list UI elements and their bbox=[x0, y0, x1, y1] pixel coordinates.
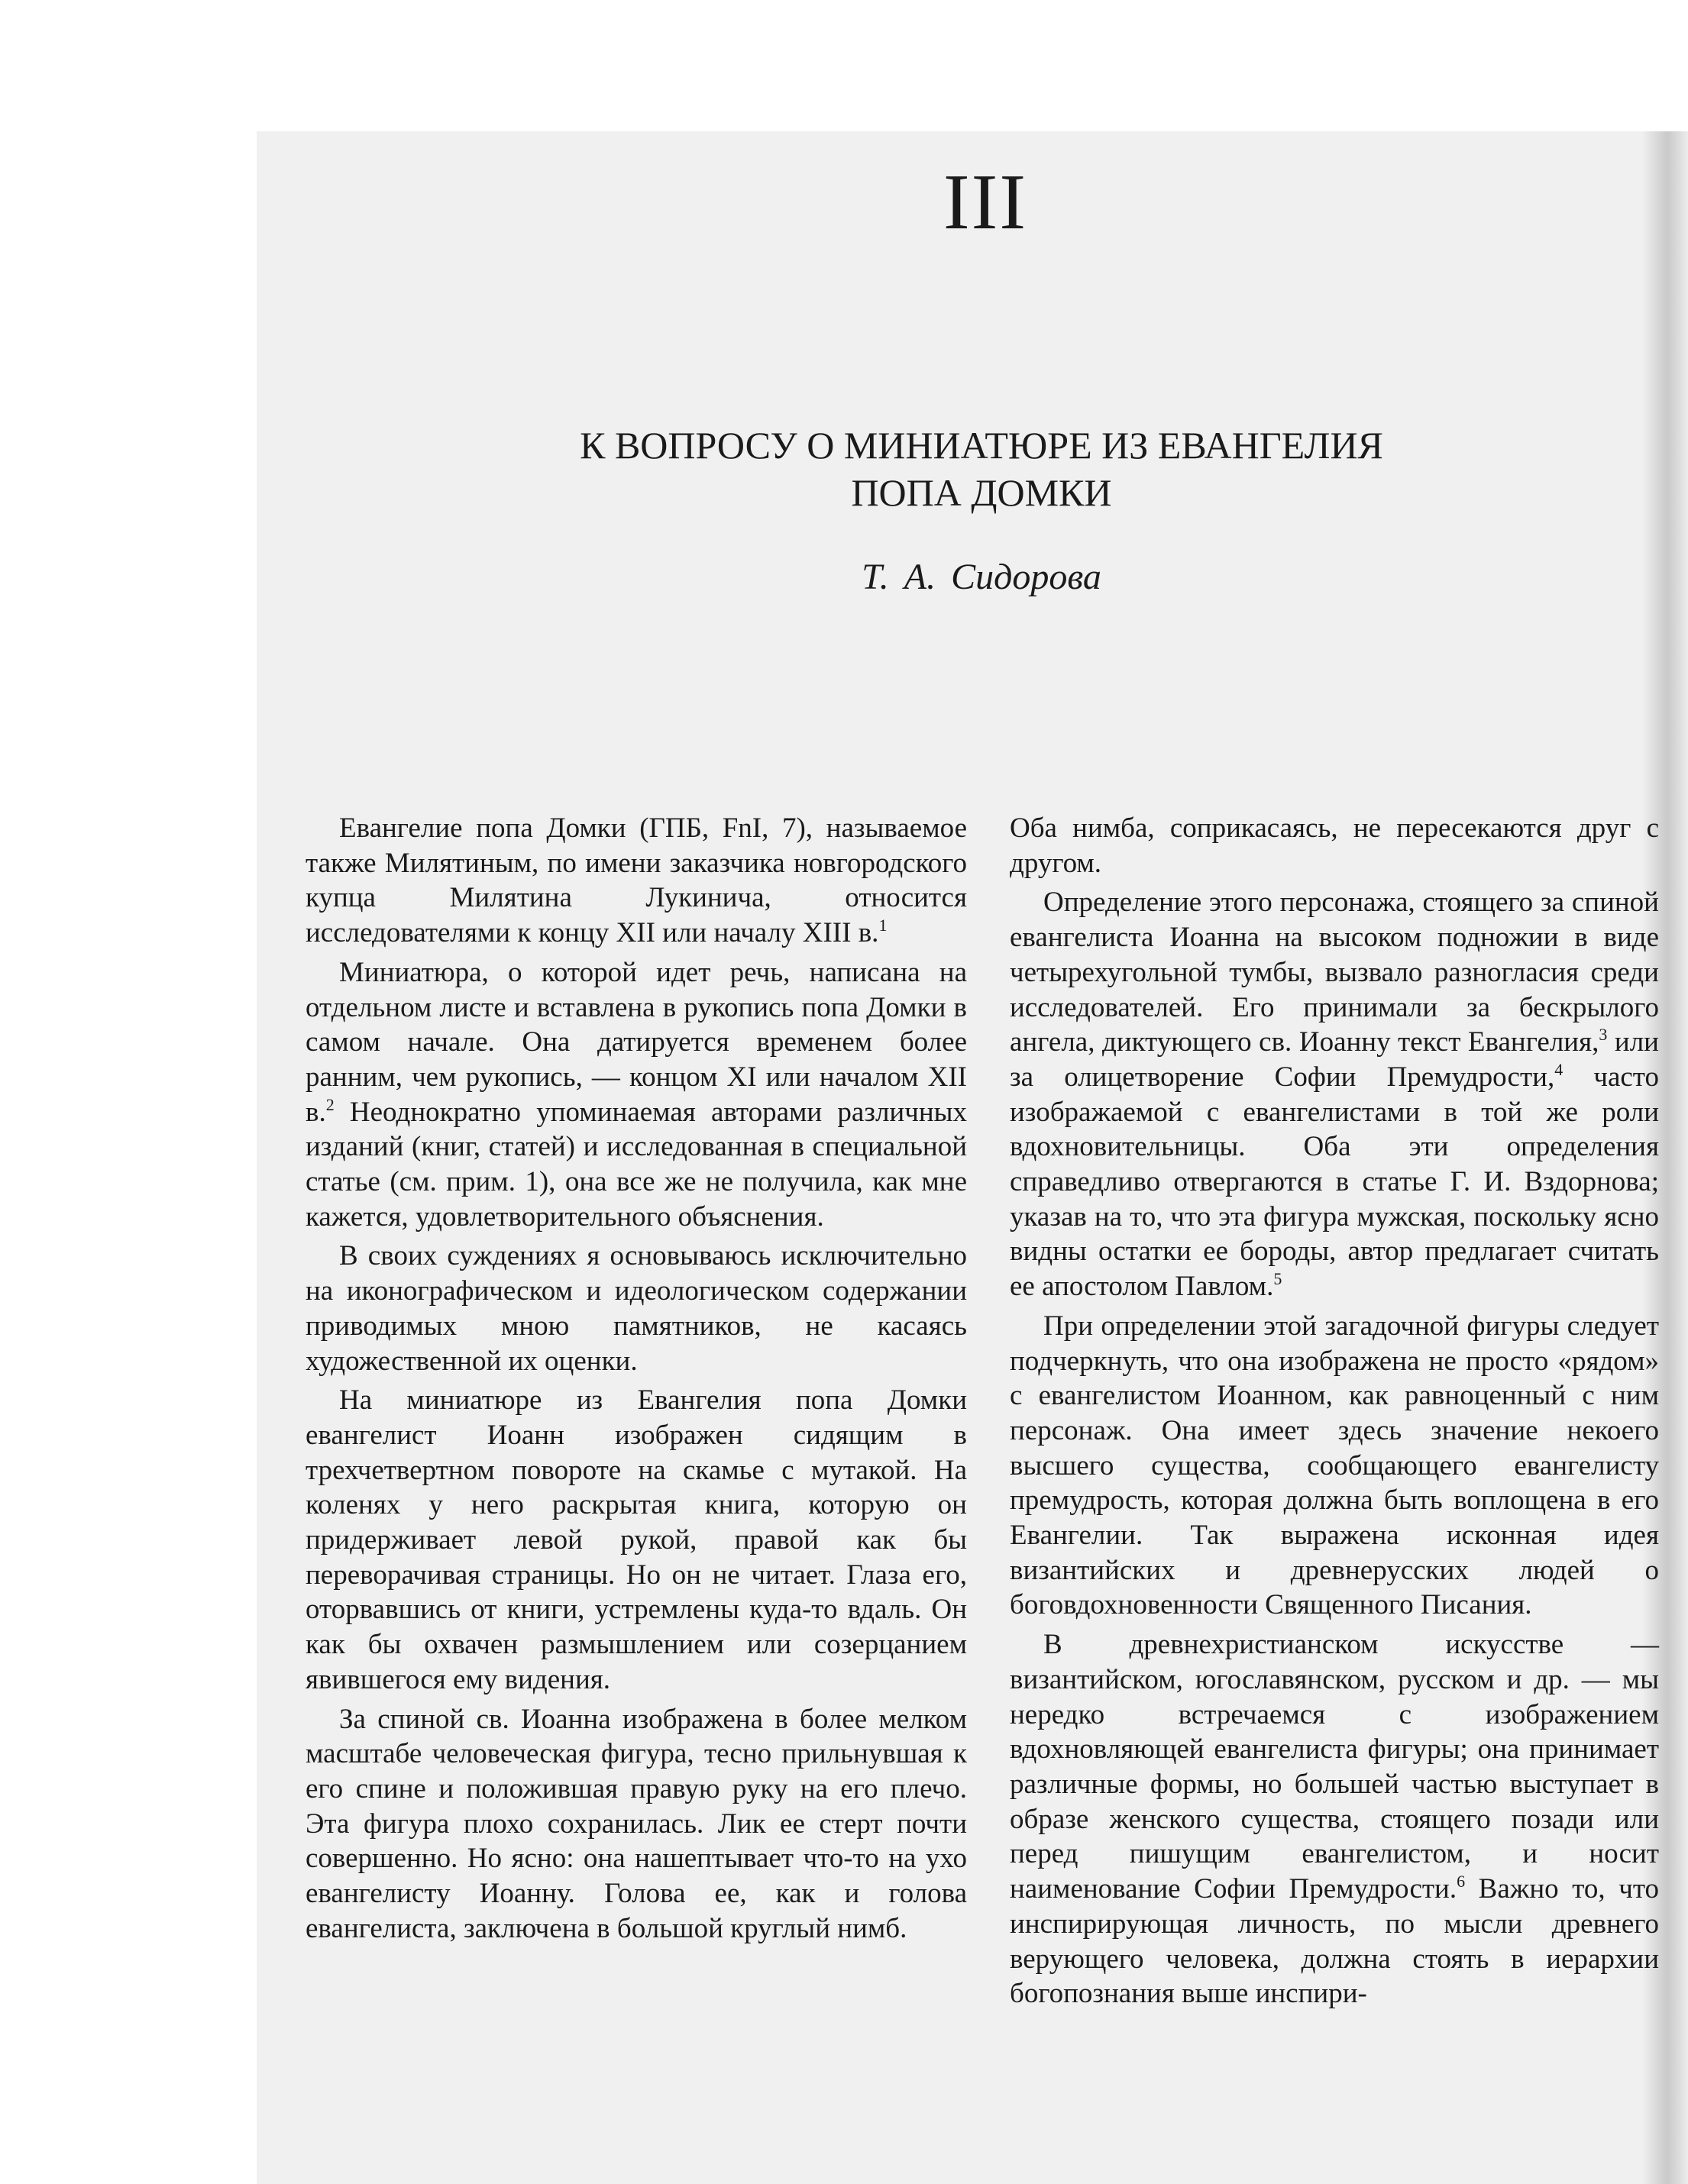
title-line-2: ПОПА ДОМКИ bbox=[851, 471, 1112, 514]
paragraph-text: В древнехристианском искусстве — византийском, югославянском, русском и др. — мы нередко встречаемся с изображением вдохновляющей евангелиста фигуры; она принимает различные формы, но большей частью выступает в образе женского существа, стоящего позади или перед пишущим евангелистом, и носит наименование Софии Премудрости. bbox=[1010, 1629, 1659, 1905]
paragraph-text: Неоднократно упоминаемая авторами различных изданий (книг, статей) и исследованная в специальной статье (см. прим. 1), она все же не получила, как мне кажется, удовлетворительного объяснения. bbox=[306, 1096, 967, 1233]
paragraph bbox=[306, 955, 967, 1235]
title-line-1: К ВОПРОСУ О МИНИАТЮРЕ ИЗ ЕВАНГЕЛИЯ bbox=[580, 424, 1383, 467]
paragraph bbox=[1010, 885, 1659, 1304]
chapter-number: III bbox=[943, 158, 1027, 246]
paragraph-text: Определение этого персонажа, стоящего за спиной евангелиста Иоанна на высоком подножии в виде четырехугольной тумбы, вызвало разногласия среди исследователей. Его принимали за бескрылого ангела, диктующего св. Иоанну текст Евангелия, bbox=[1010, 887, 1659, 1058]
footnote-ref[interactable]: 4 bbox=[1554, 1059, 1564, 1079]
paragraph: На миниатюре из Евангелия попа Домки евангелист Иоанн изображен сидящим в трехчетвертном повороте на скамье с мутакой. На коленях у него раскрытая книга, которую он придерживает левой рукой, правой как бы переворачивая страницы. Но он не читает. Глаза его, оторвавшись от книги, устремлены куда-то вдаль. Он как бы охвачен размышлением или созерцанием явившегося ему видения. bbox=[306, 1384, 967, 1695]
paragraph-text: Евангелие попа Домки (ГПБ, FnI, 7), называемое также Милятиным, по имени заказчика новгородского купца Милятина Лукинича, относится исследователями к концу XII или началу XIII в. bbox=[306, 813, 967, 949]
right-text-column bbox=[1010, 811, 1659, 2011]
paragraph: При определении этой загадочной фигуры следует подчеркнуть, что она изображена не просто «рядом» с евангелистом Иоанном, как равноценный с ним персонаж. Она имеет здесь значение некоего высшего существа, сообщающего евангелисту премудрость, которая должна быть воплощена в его Евангелии. Так выражена исконная идея византийских и древнерусских людей о боговдохновенности Священного Писания. bbox=[1010, 1310, 1659, 1621]
paragraph-text: Важно то, что инспирирующая личность, по мысли древнего верующего человека, должна стоять в иерархии богопознания выше инспири- bbox=[1010, 1873, 1660, 2010]
footnote-ref[interactable]: 2 bbox=[325, 1094, 335, 1114]
paragraph: Оба нимба, соприкасаясь, не пересекаются друг с другом. bbox=[1010, 813, 1659, 879]
article-title bbox=[428, 422, 1535, 516]
footnote-ref[interactable]: 3 bbox=[1599, 1025, 1608, 1045]
left-text-column bbox=[306, 811, 967, 1947]
paragraph-text: или за олицетворение Софии Премудрости, bbox=[1010, 1026, 1659, 1093]
footnote-ref[interactable]: 1 bbox=[878, 916, 888, 935]
footnote-ref[interactable]: 6 bbox=[1457, 1872, 1466, 1892]
article-author: Т. А. Сидорова bbox=[862, 557, 1101, 597]
footnote-ref[interactable]: 5 bbox=[1273, 1269, 1282, 1289]
paragraph bbox=[306, 811, 967, 951]
paragraph bbox=[1010, 1627, 1659, 2011]
paragraph-text: часто изображаемой с евангелистами в той же роли вдохновительницы. Оба эти определения справедливо отвергаются в статье Г. И. Вздорнова; указав на то, что эта фигура мужская, поскольку ясно видны остатки ее бороды, автор предлагает считать ее апостолом Павлом. bbox=[1010, 1061, 1659, 1303]
paragraph: За спиной св. Иоанна изображена в более мелком масштабе человеческая фигура, тесно прильнувшая к его спине и положившая правую руку на его плечо. Эта фигура плохо сохранилась. Лик ее стерт почти совершенно. Но ясно: она нашептывает что-то на ухо евангелисту Иоанну. Голова ее, как и голова евангелиста, заключена в большой круглый нимб. bbox=[306, 1703, 967, 1944]
paragraph-text: Миниатюра, о которой идет речь, написана на отдельном листе и вставлена в рукопись попа Домки в самом начале. Она датируется временем более ранним, чем рукопись, — концом XI или началом XII в. bbox=[306, 956, 967, 1128]
paragraph: В своих суждениях я основываюсь исключительно на иконографическом и идеологическом содержании приводимых мною памятников, не касаясь художественной их оценки. bbox=[306, 1240, 967, 1377]
